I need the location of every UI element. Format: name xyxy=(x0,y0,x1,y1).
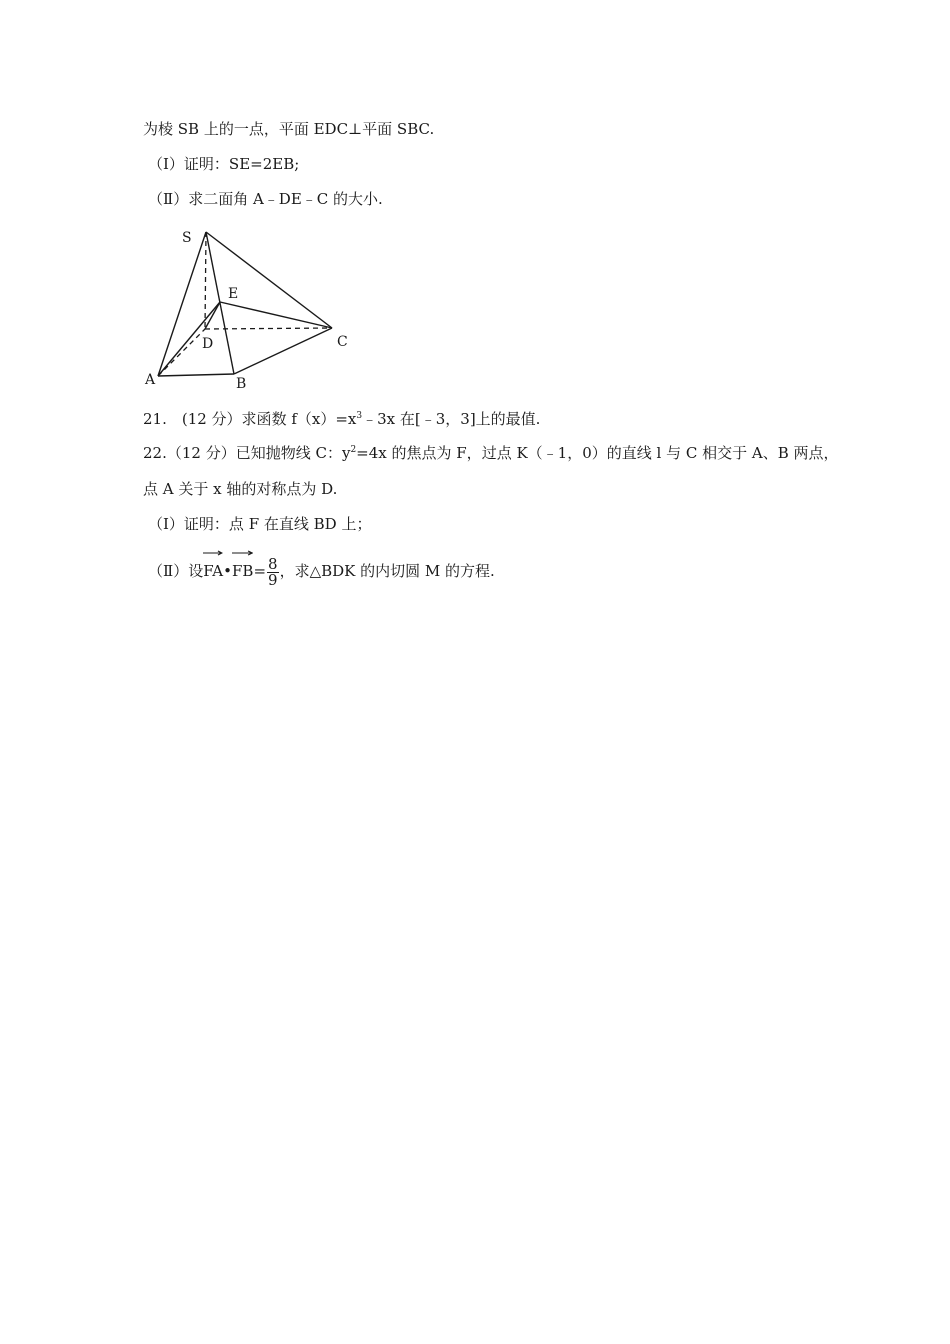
problem-21-prefix: 21. (12 分）求函数 f（x）=x xyxy=(143,410,357,428)
problem-22-part-2 xyxy=(148,550,495,588)
vector-fa-label: FA xyxy=(203,562,224,580)
label-s: S xyxy=(182,230,192,246)
label-c: C xyxy=(337,334,348,350)
problem-22-line-2: 点 A 关于 x 轴的对称点为 D. xyxy=(143,480,338,498)
fraction xyxy=(267,554,279,589)
problem-22-part-1: （Ⅰ）证明：点 F 在直线 BD 上； xyxy=(148,515,372,533)
problem-20-part-1: （Ⅰ）证明：SE=2EB; xyxy=(148,155,300,173)
vector-arrow-icon xyxy=(203,550,223,556)
equals-sign: = xyxy=(253,562,267,580)
vector-arrow-icon xyxy=(232,550,253,556)
problem-21-text xyxy=(143,409,540,429)
edge-bc xyxy=(234,328,332,374)
label-a: A xyxy=(145,372,156,388)
problem-20-part-2: （Ⅱ）求二面角 A﹣DE﹣C 的大小. xyxy=(148,190,383,208)
label-e: E xyxy=(228,286,239,302)
label-b: B xyxy=(236,376,247,392)
dot-operator: • xyxy=(223,562,232,580)
vector-fb-label: FB xyxy=(232,562,254,580)
edge-ed xyxy=(205,302,220,329)
problem-21-suffix: ﹣3x 在[﹣3，3]上的最值. xyxy=(362,410,541,428)
problem-22-exponent: 2 xyxy=(350,445,357,455)
edge-ab xyxy=(158,374,234,376)
label-d: D xyxy=(202,336,214,352)
problem-22-suffix: =4x 的焦点为 F，过点 K（﹣1，0）的直线 l 与 C 相交于 A、B 两点， xyxy=(356,444,839,462)
edge-sa xyxy=(158,232,206,376)
fraction-numerator: 8 xyxy=(268,554,278,573)
edge-ad-hidden xyxy=(158,329,205,376)
edge-sd-hidden xyxy=(205,232,206,329)
problem-22-line-1 xyxy=(143,443,839,463)
problem-22-prefix: 22.（12 分）已知抛物线 C：y xyxy=(143,444,351,462)
problem-22-part-2-prefix: （Ⅱ）设 xyxy=(148,562,204,580)
problem-22-part-2-suffix: ，求△BDK 的内切圆 M 的方程. xyxy=(279,562,495,580)
problem-20-text: 为棱 SB 上的一点，平面 EDC⊥平面 SBC. xyxy=(143,120,435,138)
pyramid-figure xyxy=(140,222,360,394)
fraction-denominator: 9 xyxy=(268,570,278,589)
edge-dc-hidden xyxy=(205,328,332,329)
problem-21-exponent: 3 xyxy=(356,411,363,421)
vector-fb xyxy=(232,550,253,586)
vector-fa xyxy=(203,550,223,586)
